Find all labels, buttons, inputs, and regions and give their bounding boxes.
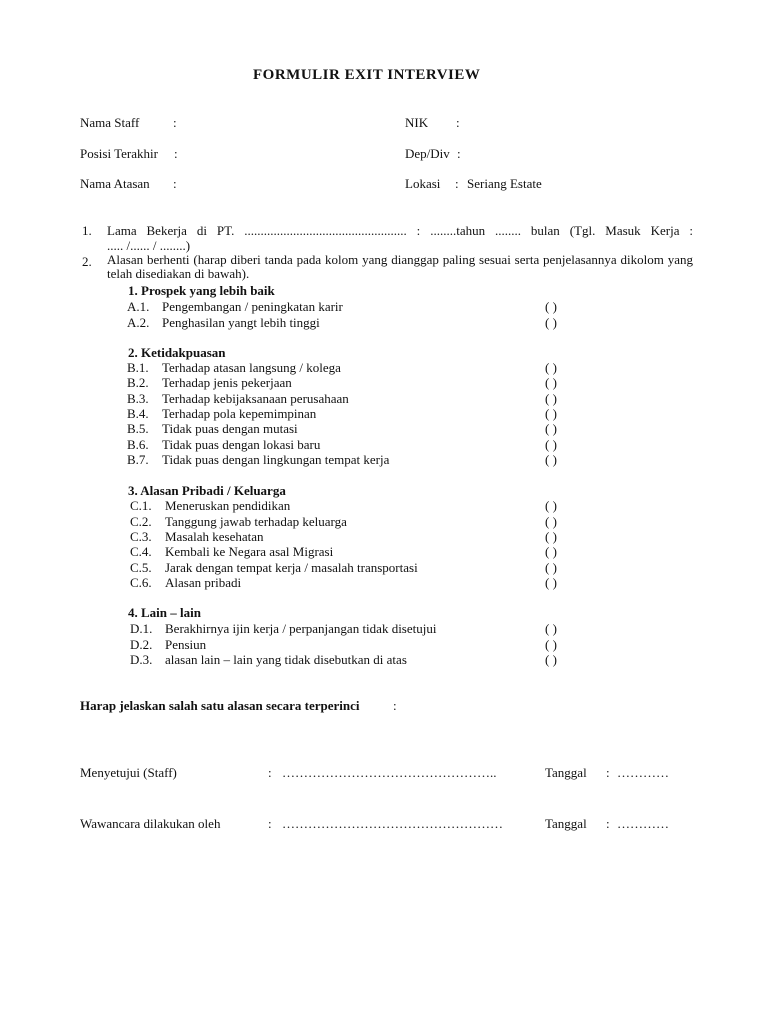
item-text: Jarak dengan tempat kerja / masalah transportasi <box>165 560 418 575</box>
position-label: Posisi Terakhir <box>80 146 158 161</box>
staff-name-label: Nama Staff <box>80 115 140 130</box>
q2-number: 2. <box>82 254 92 269</box>
item-text: Tidak puas dengan mutasi <box>162 421 298 436</box>
approval-signature-line[interactable]: ………………………………………….. <box>282 765 497 780</box>
checkbox[interactable]: ( ) <box>545 544 557 559</box>
supervisor-sep: : <box>173 176 177 191</box>
location-sep: : <box>455 176 459 191</box>
item-text: Tidak puas dengan lingkungan tempat kerja <box>162 452 390 467</box>
checkbox[interactable]: ( ) <box>545 452 557 467</box>
checkbox[interactable]: ( ) <box>545 621 557 636</box>
checkbox[interactable]: ( ) <box>545 652 557 667</box>
item-text: Terhadap jenis pekerjaan <box>162 375 292 390</box>
checkbox[interactable]: ( ) <box>545 575 557 590</box>
explain-sep: : <box>393 698 397 713</box>
item-code: B.7. <box>127 452 149 467</box>
dept-sep: : <box>457 146 461 161</box>
item-code: C.6. <box>130 575 152 590</box>
q1-number: 1. <box>82 223 92 238</box>
item-code: B.2. <box>127 375 149 390</box>
approval-date-label: Tanggal <box>545 765 587 780</box>
interviewer-signature-line[interactable]: …………………………………………… <box>282 816 503 831</box>
checkbox[interactable]: ( ) <box>545 421 557 436</box>
form-title: FORMULIR EXIT INTERVIEW <box>253 67 481 83</box>
item-text: Tidak puas dengan lokasi baru <box>162 437 321 452</box>
item-text: Kembali ke Negara asal Migrasi <box>165 544 334 559</box>
item-code: B.6. <box>127 437 149 452</box>
item-code: C.1. <box>130 498 152 513</box>
checkbox[interactable]: ( ) <box>545 529 557 544</box>
interviewer-date-sep: : <box>606 816 610 831</box>
dept-label: Dep/Div <box>405 146 450 161</box>
item-code: B.1. <box>127 360 149 375</box>
checkbox[interactable]: ( ) <box>545 498 557 513</box>
q1-text-line2: ..... /...... / ........) <box>107 238 191 253</box>
item-code: B.3. <box>127 391 149 406</box>
checkbox[interactable]: ( ) <box>545 391 557 406</box>
checkbox[interactable]: ( ) <box>545 315 557 330</box>
approval-label: Menyetujui (Staff) <box>80 765 177 780</box>
checkbox[interactable]: ( ) <box>545 360 557 375</box>
item-code: C.2. <box>130 514 152 529</box>
item-code: A.1. <box>127 299 150 314</box>
location-value: Seriang Estate <box>467 176 542 191</box>
q1-text-line1: Lama Bekerja di PT. .................................................. : ........tahun ........ bulan (Tgl. Masuk Kerja : <box>107 223 693 238</box>
checkbox[interactable]: ( ) <box>545 299 557 314</box>
section-heading: 1. Prospek yang lebih baik <box>128 283 275 298</box>
item-code: A.2. <box>127 315 150 330</box>
section-heading: 2. Ketidakpuasan <box>128 345 226 360</box>
item-text: Pengembangan / peningkatan karir <box>162 299 343 314</box>
approval-date-sep: : <box>606 765 610 780</box>
approval-sep: : <box>268 765 272 780</box>
item-text: alasan lain – lain yang tidak disebutkan di atas <box>165 652 407 667</box>
item-text: Terhadap pola kepemimpinan <box>162 406 317 421</box>
item-text: Tanggung jawab terhadap keluarga <box>165 514 347 529</box>
item-code: D.1. <box>130 621 153 636</box>
item-code: C.4. <box>130 544 152 559</box>
approval-date-line[interactable]: ………… <box>617 765 669 780</box>
item-code: B.5. <box>127 421 149 436</box>
item-text: Berakhirnya ijin kerja / perpanjangan tidak disetujui <box>165 621 437 636</box>
item-code: B.4. <box>127 406 149 421</box>
interviewer-sep: : <box>268 816 272 831</box>
q2-text: Alasan berhenti (harap diberi tanda pada kolom yang dianggap paling sesuai serta penjelasannya dikolom yang telah disediakan di bawah). <box>107 252 693 281</box>
item-text: Penghasilan yangt lebih tinggi <box>162 315 320 330</box>
item-code: D.3. <box>130 652 153 667</box>
position-sep: : <box>174 146 178 161</box>
staff-name-sep: : <box>173 115 177 130</box>
checkbox[interactable]: ( ) <box>545 514 557 529</box>
item-text: Pensiun <box>165 637 207 652</box>
item-text: Meneruskan pendidikan <box>165 498 291 513</box>
item-text: Masalah kesehatan <box>165 529 264 544</box>
checkbox[interactable]: ( ) <box>545 406 557 421</box>
item-text: Terhadap kebijaksanaan perusahaan <box>162 391 349 406</box>
item-code: C.5. <box>130 560 152 575</box>
section-heading: 4. Lain – lain <box>128 605 201 620</box>
item-code: D.2. <box>130 637 153 652</box>
interviewer-date-label: Tanggal <box>545 816 587 831</box>
explain-label: Harap jelaskan salah satu alasan secara terperinci <box>80 698 360 713</box>
checkbox[interactable]: ( ) <box>545 637 557 652</box>
section-heading: 3. Alasan Pribadi / Keluarga <box>128 483 286 498</box>
interviewer-label: Wawancara dilakukan oleh <box>80 816 221 831</box>
checkbox[interactable]: ( ) <box>545 560 557 575</box>
item-code: C.3. <box>130 529 152 544</box>
interviewer-date-line[interactable]: ………… <box>617 816 669 831</box>
checkbox[interactable]: ( ) <box>545 375 557 390</box>
item-text: Terhadap atasan langsung / kolega <box>162 360 341 375</box>
checkbox[interactable]: ( ) <box>545 437 557 452</box>
nik-label: NIK <box>405 115 429 130</box>
item-text: Alasan pribadi <box>165 575 242 590</box>
nik-sep: : <box>456 115 460 130</box>
supervisor-label: Nama Atasan <box>80 176 150 191</box>
location-label: Lokasi <box>405 176 441 191</box>
